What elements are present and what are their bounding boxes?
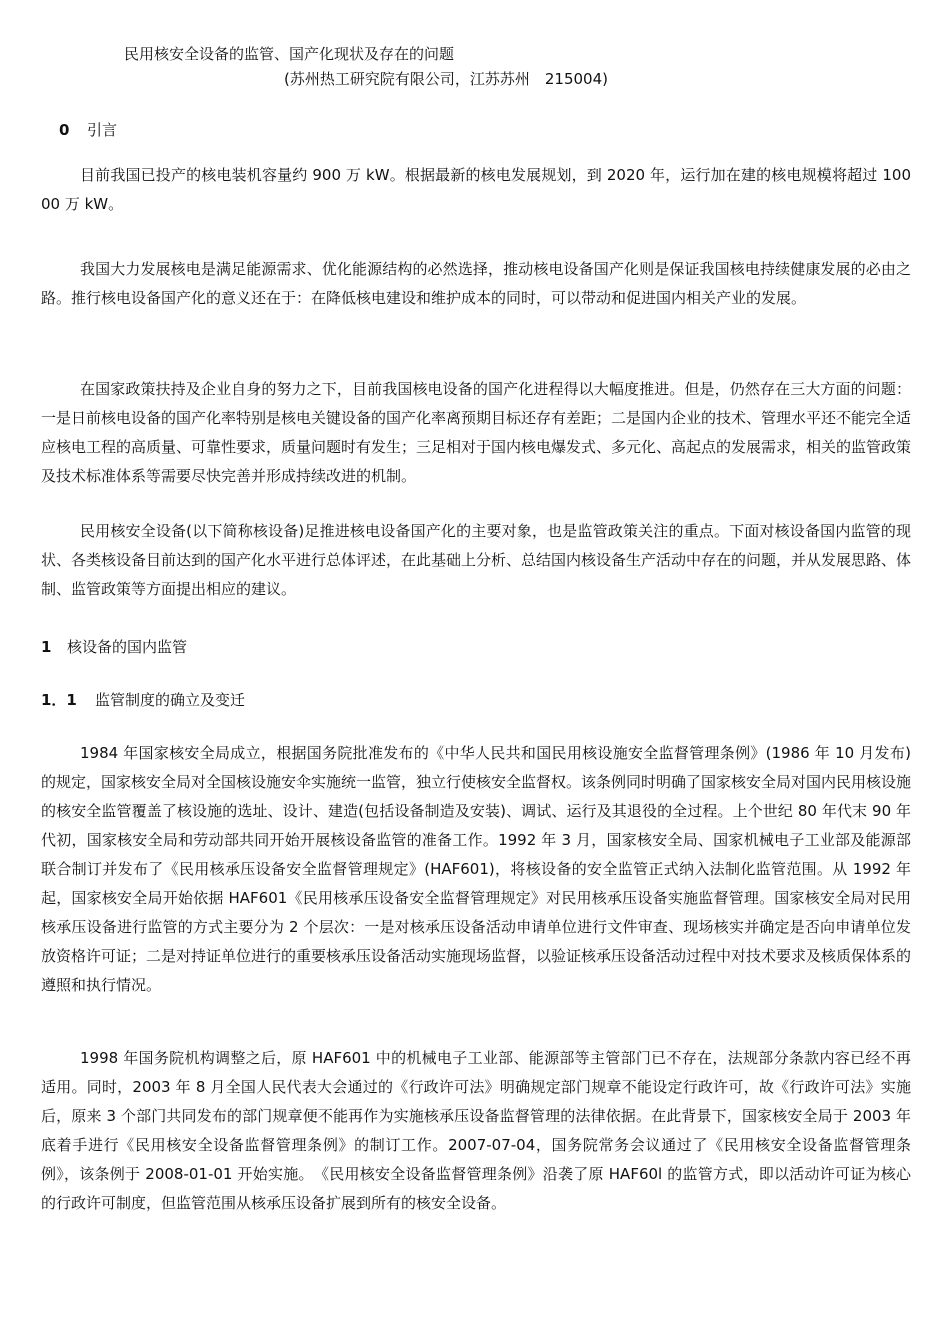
section-number: 0 <box>59 121 70 139</box>
subsection-heading-1-1 <box>41 689 245 711</box>
paragraph: 1998 年国务院机构调整之后，原 HAF601 中的机械电子工业部、能源部等主管部门已不存在，法规部分条款内容已经不再适用。同时，2003 年 8 月全国人民代表大会通过的《行政许可法》明确规定部门规章不能设定行政许可，故《行政许可法》实施后，原来 3 个部门共同发布的部门规章便不能再作为实施核承压设备监督管理的法律依据。在此背景下，国家核安全局于 2003 年底着手进行《民用核安全设备监督管理条例》的制订工作。2007-07-04，国务院常务会议通过了《民用核安全设备监督管理条例》，该条例于 2008-01-01 开始实施。 《民用核安全设备监督管理条例》沿袭了原 HAF60l 的监管方式，即以活动许可证为核心的行政许可制度，但监管范围从核承压设备扩展到所有的核安全设备。 <box>41 1049 911 1212</box>
section-number: 1．1 <box>41 691 77 709</box>
paragraph: 1984 年国家核安全局成立，根据国务院批准发布的《中华人民共和国民用核设施安全监督管理条例》(1986 年 10 月发布)的规定，国家核安全局对全国核设施安伞实施统一监管，独立行使核安全监督权。该条例同时明确了国家核安全局对国内民用核设施的核安全监管覆盖了核设施的选址、设计、建造(包括设备制造及安装)、调试、运行及其退役的全过程。上个世纪 80 年代末 90 年代初，国家核安全局和劳动部共同开始开展核设备监管的准备工作。1992 年 3 月，国家核安全局、国家机械电子工业部及能源部联合制订并发布了《民用核承压设备安全监督管理规定》(HAF601)，将核设备的安全监管正式纳入法制化监管范围。从 1992 年起，国家核安全局开始依据 HAF601《民用核承压设备安全监督管理规定》对民用核承压设备实施监督管理。国家核安全局对民用核承压设备进行监管的方式主要分为 2 个层次：一是对核承压设备活动申请单位进行文件审查、现场核实并确定是否向申请单位发放资格许可证；二是对持证单位进行的重要核承压设备活动实施现场监督，以验证核承压设备活动过程中对技术要求及核质保体系的遵照和执行情况。 <box>41 744 912 994</box>
section-title: 核设备的国内监管 <box>67 638 188 656</box>
author-affiliation: (苏州热工研究院有限公司，江苏苏州 215004) <box>284 70 608 88</box>
section-title: 引言 <box>87 121 118 139</box>
paragraph: 在国家政策扶持及企业自身的努力之下，目前我国核电设备的国产化进程得以大幅度推进。但是，仍然存在三大方面的问题：一是日前核电设备的国产化率特别是核电关键设备的国产化率离预期目标还存有差距；二是国内企业的技术、管理水平还不能完全适应核电工程的高质量、可靠性要求，质量问题时有发生；三足相对于国内核电爆发式、多元化、高起点的发展需求，相关的监管政策及技术标准体系等需要尽快完善并形成持续改进的机制。 <box>41 380 912 485</box>
paragraph: 目前我国已投产的核电装机容量约 900 万 kW。根据最新的核电发展规划，到 2020 年，运行加在建的核电规模将超过 10000 万 kW。 <box>41 166 911 213</box>
section-title: 监管制度的确立及变迁 <box>95 691 246 709</box>
section-number: 1 <box>41 638 52 656</box>
document-title: 民用核安全设备的监管、国产化现状及存在的问题 <box>124 45 455 63</box>
paragraph: 民用核安全设备(以下简称核设备)足推进核电设备国产化的主要对象，也是监管政策关注的重点。下面对核设备国内监管的现状、各类核设备目前达到的国产化水平进行总体评述，在此基础上分析、总结国内核设备生产活动中存在的问题，并从发展思路、体制、监管政策等方面提出相应的建议。 <box>41 522 912 598</box>
paragraph: 我国大力发展核电是满足能源需求、优化能源结构的必然选择，推动核电设备国产化则是保证我国核电持续健康发展的必由之路。推行核电设备国产化的意义还在于：在降低核电建设和维护成本的同时，可以带动和促进国内相关产业的发展。 <box>41 260 911 307</box>
section-heading-0 <box>41 119 117 141</box>
section-heading-1 <box>41 636 187 658</box>
